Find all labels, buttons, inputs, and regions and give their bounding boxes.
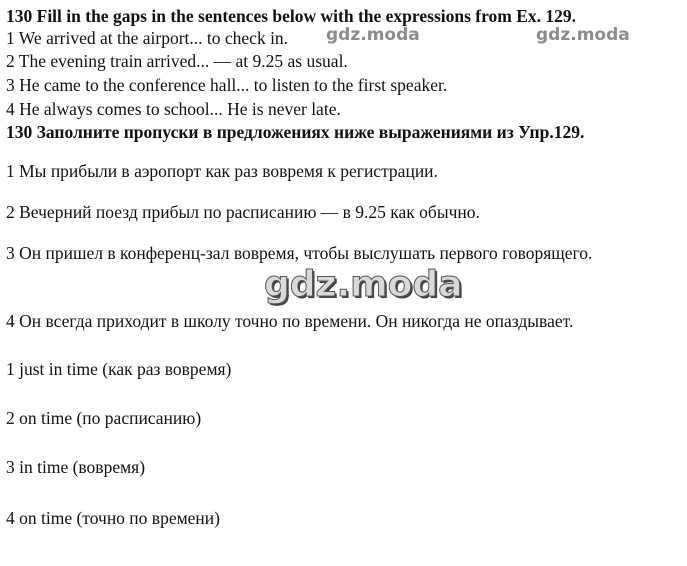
exercise-ru-sentence-3: 3 Он пришел в конференц-зал вовремя, чтобы выслушать первого говорящего. — [6, 243, 593, 263]
answer-4: 4 on time (точно по времени) — [6, 508, 220, 528]
watermark-top-right: gdz.moda — [536, 25, 630, 45]
exercise-en-sentence-2: 2 The evening train arrived... — at 9.25 as usual. — [6, 51, 348, 71]
exercise-ru-title: 130 Заполните пропуски в предложениях ниже выражениями из Упр.129. — [6, 122, 585, 142]
exercise-en-sentence-4: 4 He always comes to school... He is never late. — [6, 99, 341, 119]
watermark-center: gdz.moda — [264, 264, 463, 305]
exercise-ru-sentence-4: 4 Он всегда приходит в школу точно по времени. Он никогда не опаздывает. — [6, 311, 574, 331]
exercise-ru-sentence-2: 2 Вечерний поезд прибыл по расписанию — в 9.25 как обычно. — [6, 202, 480, 222]
exercise-en-sentence-1: 1 We arrived at the airport... to check in. — [6, 28, 289, 48]
answer-2: 2 on time (по расписанию) — [6, 408, 202, 428]
exercise-ru-sentence-1: 1 Мы прибыли в аэропорт как раз вовремя к регистрации. — [6, 161, 438, 181]
answer-3: 3 in time (вовремя) — [6, 457, 146, 477]
exercise-en-title: 130 Fill in the gaps in the sentences below with the expressions from Ex. 129. — [6, 6, 577, 26]
watermark-top-left: gdz.moda — [326, 25, 420, 45]
answer-1: 1 just in time (как раз вовремя) — [6, 359, 232, 379]
exercise-en-sentence-3: 3 He came to the conference hall... to listen to the first speaker. — [6, 75, 448, 95]
